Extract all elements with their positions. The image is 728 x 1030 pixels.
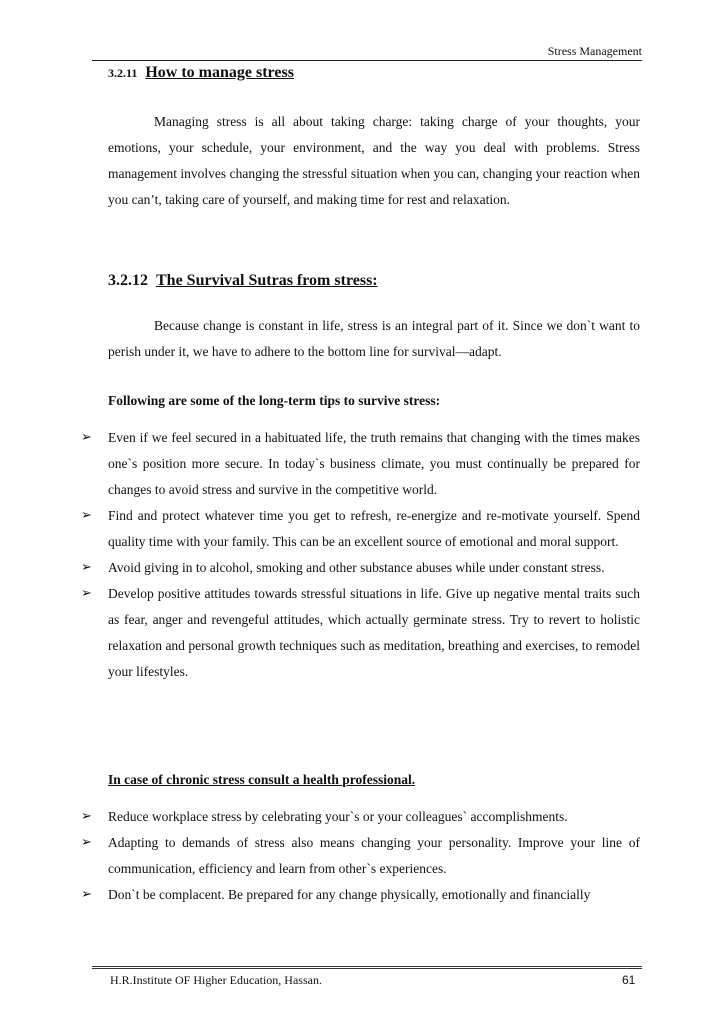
list-item: ➢ Reduce workplace stress by celebrating your`s or your colleagues` accomplishments. — [108, 804, 640, 830]
arrow-bullet-icon: ➢ — [81, 586, 92, 601]
section-title: The Survival Sutras from stress: — [156, 272, 378, 289]
section-title: How to manage stress — [145, 64, 294, 81]
more-tips-list — [81, 804, 640, 908]
list-item: ➢ Avoid giving in to alcohol, smoking and other substance abuses while under constant stress. — [108, 555, 640, 581]
section-heading-3-2-11 — [108, 64, 294, 82]
survival-text: Because change is constant in life, stress is an integral part of it. Since we don`t want to perish under it, we have to adhere to the bottom line for survival—adapt. — [108, 318, 640, 359]
arrow-bullet-icon: ➢ — [81, 430, 92, 445]
arrow-bullet-icon: ➢ — [81, 809, 92, 824]
section-heading-3-2-12 — [108, 272, 378, 290]
footer-institution: H.R.Institute OF Higher Education, Hassan. — [110, 973, 322, 987]
arrow-bullet-icon: ➢ — [81, 560, 92, 575]
chronic-stress-heading: In case of chronic stress consult a health professional. — [108, 772, 416, 787]
arrow-bullet-icon: ➢ — [81, 508, 92, 523]
list-item: ➢ Even if we feel secured in a habituated life, the truth remains that changing with the times makes one`s position more secure. In today`s business climate, you must continually be prepared for changes to avoid stress and survive in the competitive world. — [108, 425, 640, 503]
footer-divider — [92, 966, 642, 969]
page-number: 61 — [622, 973, 636, 987]
section-number: 3.2.11 — [108, 66, 138, 80]
manage-stress-text: Managing stress is all about taking charge: taking charge of your thoughts, your emotions, your schedule, your environment, and the way you deal with problems. Stress management involves changing the stressful situation when you can, changing your reaction when you can’t, taking care of yourself, and making time for rest and relaxation. — [108, 114, 640, 207]
section-number: 3.2.12 — [108, 272, 148, 289]
list-item: ➢ Find and protect whatever time you get to refresh, re-energize and re-motivate yourself. Spend quality time with your family. This can be an excellent source of emotional and moral support. — [108, 503, 640, 555]
tips-list — [81, 425, 640, 685]
arrow-bullet-icon: ➢ — [81, 835, 92, 850]
list-item: ➢ Don`t be complacent. Be prepared for any change physically, emotionally and financially — [108, 882, 640, 908]
list-item: ➢ Adapting to demands of stress also means changing your personality. Improve your line of communication, efficiency and learn from other`s experiences. — [108, 830, 640, 882]
survival-paragraph — [108, 313, 640, 365]
manage-stress-paragraph — [108, 109, 640, 213]
running-header: Stress Management — [92, 44, 642, 61]
arrow-bullet-icon: ➢ — [81, 887, 92, 902]
tips-heading: Following are some of the long-term tips to survive stress: — [108, 393, 441, 408]
list-item: ➢ Develop positive attitudes towards stressful situations in life. Give up negative mental traits such as fear, anger and revengeful attitudes, which actually germinate stress. Try to revert to holistic relaxation and personal growth techniques such as meditation, breathing and exercises, to remodel your lifestyles. — [108, 581, 640, 685]
